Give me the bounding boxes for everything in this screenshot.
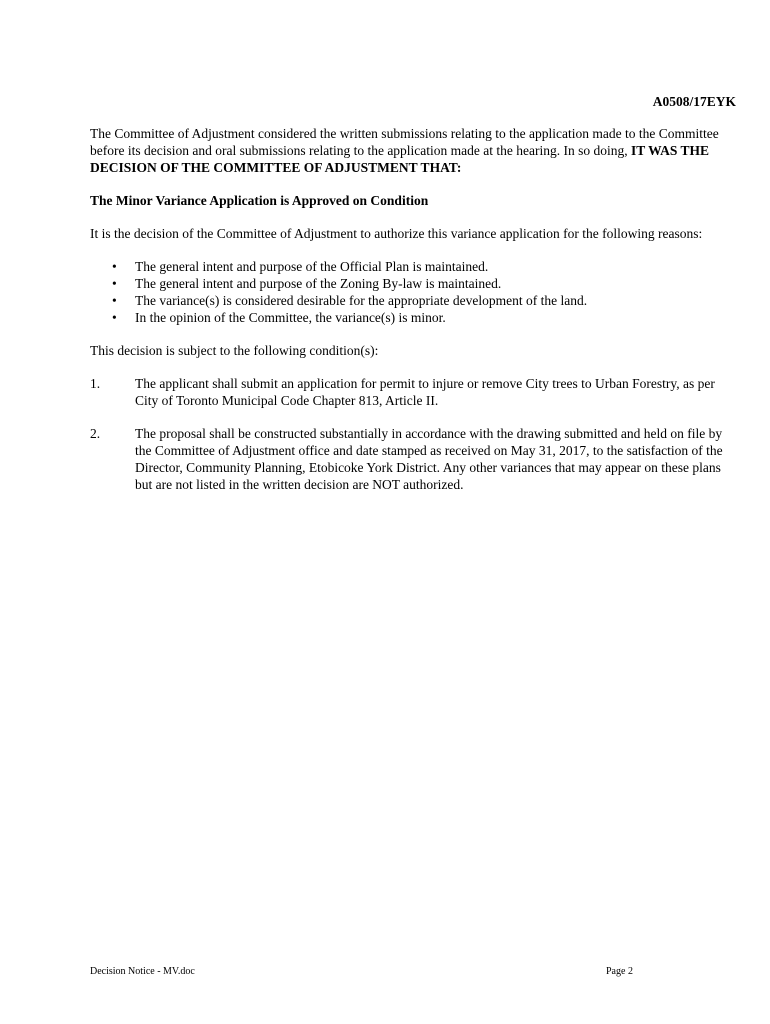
bullet-icon: • xyxy=(112,259,117,274)
reasons-intro: It is the decision of the Committee of Adjustment to authorize this variance application for the following reasons: xyxy=(90,226,703,241)
condition-text: The applicant shall submit an application for permit to injure or remove City trees to Urban Forestry, as per City of Toronto Municipal Code Chapter 813, Article II. xyxy=(135,376,715,408)
condition-number: 2. xyxy=(90,426,101,441)
condition-text: The proposal shall be constructed substantially in accordance with the drawing submitted and held on file by the Committee of Adjustment office and date stamped as received on May 31, 2017, to the satisfaction of the Director, Community Planning, Etobicoke York District. Any other variances that may appear on these plans but are not listed in the written decision are NOT authorized. xyxy=(135,426,723,492)
footer-page-number: Page 2 xyxy=(606,966,633,977)
bullet-icon: • xyxy=(112,276,117,291)
intro-paragraph xyxy=(90,125,738,176)
condition-item xyxy=(90,425,738,493)
reason-text: The variance(s) is considered desirable for the appropriate development of the land. xyxy=(135,293,588,308)
condition-number: 1. xyxy=(90,376,101,391)
document-body xyxy=(90,125,738,509)
decision-heading: The Minor Variance Application is Approved on Condition xyxy=(90,193,429,208)
bullet-icon: • xyxy=(112,310,117,325)
conditions-intro: This decision is subject to the following condition(s): xyxy=(90,343,379,358)
reason-text: The general intent and purpose of the Official Plan is maintained. xyxy=(135,259,489,274)
reason-item xyxy=(90,258,738,275)
reason-item xyxy=(90,292,738,309)
intro-text: The Committee of Adjustment considered the written submissions relating to the application made to the Committee before its decision and oral submissions relating to the application made at the hearing. In so doing, xyxy=(90,126,719,158)
reason-item xyxy=(90,275,738,292)
intro-bold-statement: IT WAS THE DECISION OF THE COMMITTEE OF ADJUSTMENT THAT: xyxy=(90,143,710,175)
reason-item xyxy=(90,309,738,326)
reason-text: The general intent and purpose of the Zoning By-law is maintained. xyxy=(135,276,502,291)
reason-text: In the opinion of the Committee, the variance(s) is minor. xyxy=(135,310,446,325)
reasons-list xyxy=(90,258,738,326)
file-reference-number: A0508/17EYK xyxy=(652,94,736,109)
bullet-icon: • xyxy=(112,293,117,308)
footer-document-name: Decision Notice - MV.doc xyxy=(90,966,195,977)
condition-item xyxy=(90,375,738,409)
